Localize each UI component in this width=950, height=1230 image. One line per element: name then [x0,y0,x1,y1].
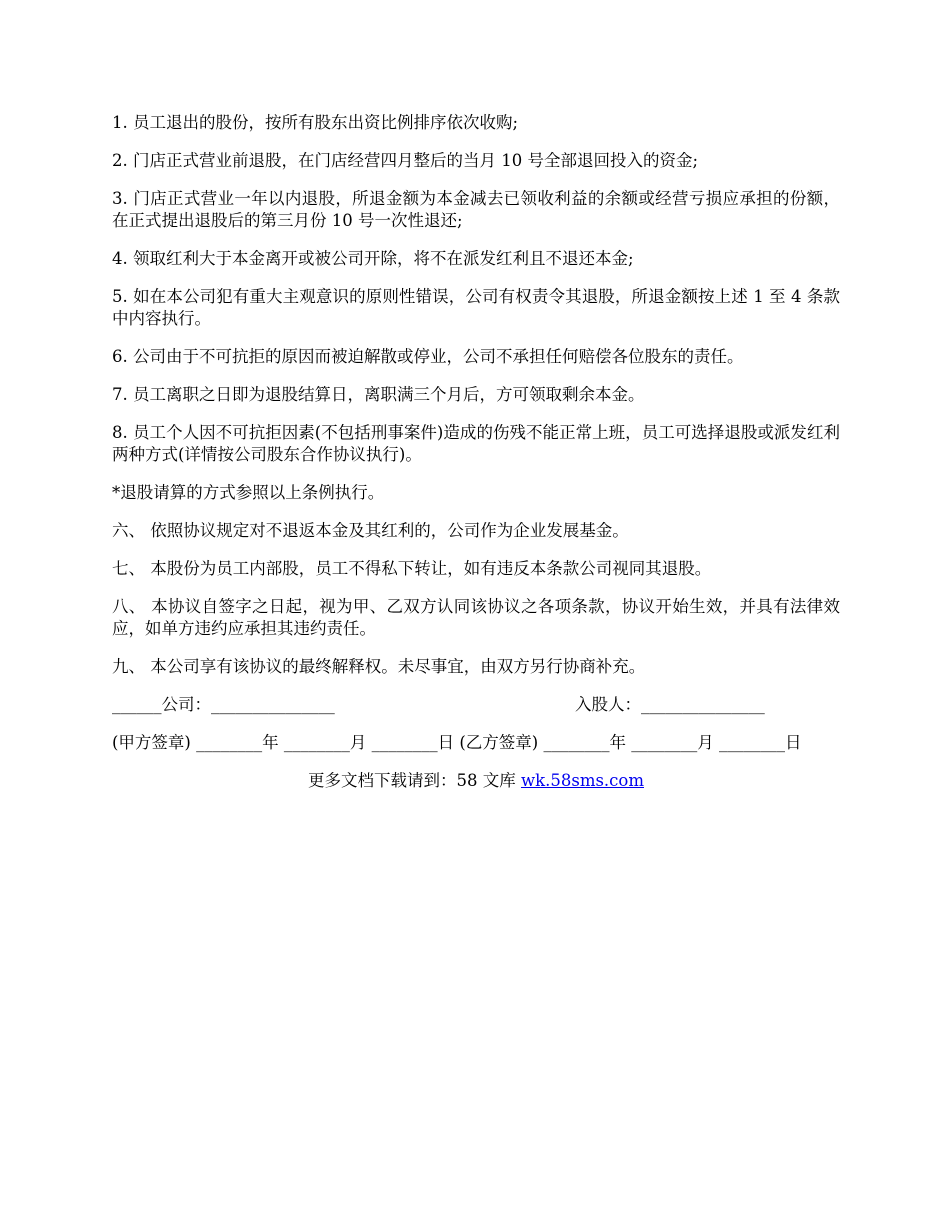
section-7: 七、 本股份为员工内部股，员工不得私下转让，如有违反本条款公司视同其退股。 [112,559,712,578]
clause-6: 6. 公司由于不可抗拒的原因而被迫解散或停业，公司不承担任何赔偿各位股东的责任。 [112,347,744,366]
download-footer [112,770,840,792]
clause-2: 2. 门店正式营业前退股，在门店经营四月整后的当月 10 号全部退回投入的资金; [112,151,699,170]
settlement-note: *退股请算的方式参照以上条例执行。 [112,483,385,502]
clause-1: 1. 员工退出的股份，按所有股东出资比例排序依次收购; [112,113,519,132]
clause-5: 5. 如在本公司犯有重大主观意识的原则性错误，公司有权责令其退股，所退金额按上述 1 至 4 条款中内容执行。 [112,287,840,328]
clause-3: 3. 门店正式营业一年以内退股，所退金额为本金减去已领收利益的余额或经营亏损应承担的份额，在正式提出退股后的第三月份 10 号一次性退还; [112,189,840,230]
document-page [112,112,840,792]
signature-row [112,694,840,716]
section-8: 八、 本协议自签字之日起，视为甲、乙双方认同该协议之各项条款，协议开始生效，并具有法律效应，如单方违约应承担其违约责任。 [112,597,840,638]
clause-4: 4. 领取红利大于本金离开或被公司开除，将不在派发红利且不退还本金; [112,249,634,268]
section-6: 六、 依照协议规定对不退返本金及其红利的，公司作为企业发展基金。 [112,521,629,540]
clause-8: 8. 员工个人因不可抗拒因素(不包括刑事案件)造成的伤残不能正常上班，员工可选择退股或派发红利两种方式(详情按公司股东合作协议执行)。 [112,423,840,464]
signing-date-line: (甲方签章) ________年 ________月 ________日 (乙方签章) ________年 ________月 ________日 [112,733,802,752]
section-9: 九、 本公司享有该协议的最终解释权。未尽事宜，由双方另行协商补充。 [112,657,646,676]
company-signature-field: ______公司：_______________ [112,695,335,714]
footer-text: 更多文档下载请到：58 文库 [307,771,521,790]
clause-7: 7. 员工离职之日即为退股结算日，离职满三个月后，方可领取剩余本金。 [112,385,645,404]
footer-link[interactable]: wk.58sms.com [520,771,644,790]
shareholder-signature-field: 入股人：_______________ [575,695,765,714]
